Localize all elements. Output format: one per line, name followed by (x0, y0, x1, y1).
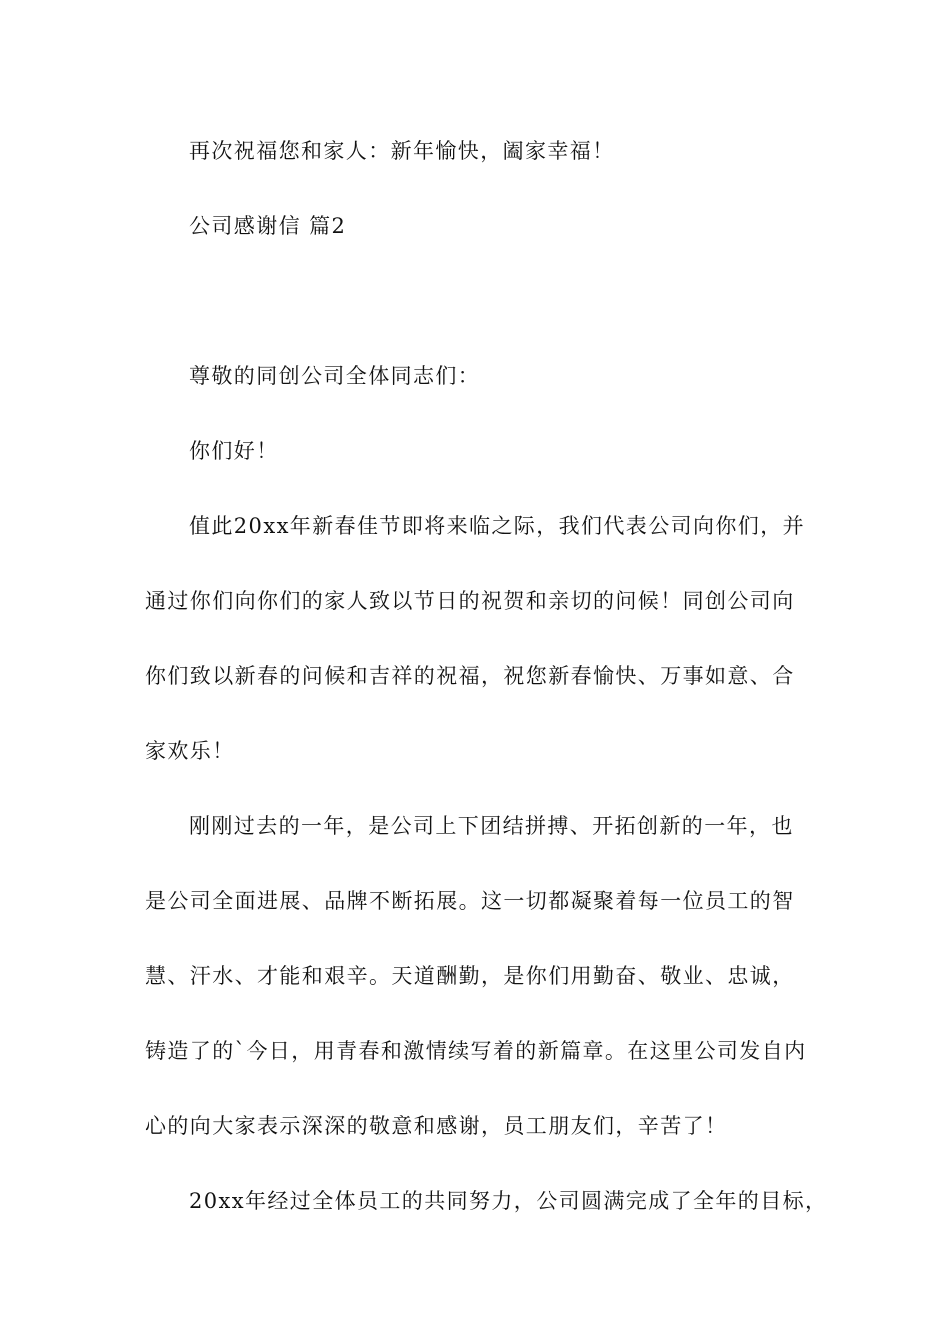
section-heading: 公司感谢信 篇2 (189, 214, 347, 238)
paragraph-2-line-2: 是公司全面进展、品牌不断拓展。这一切都凝聚着每一位员工的智 (145, 889, 795, 913)
paragraph-2-line-5: 心的向大家表示深深的敬意和感谢，员工朋友们，辛苦了！ (145, 1114, 728, 1138)
greeting: 你们好！ (189, 439, 279, 463)
paragraph-1-line-3: 你们致以新春的问候和吉祥的祝福，祝您新春愉快、万事如意、合 (145, 664, 795, 688)
salutation: 尊敬的同创公司全体同志们： (189, 364, 481, 388)
paragraph-2-line-3: 慧、汗水、才能和艰辛。天道酬勤，是你们用勤奋、敬业、忠诚， (145, 964, 795, 988)
closing-wishes-line: 再次祝福您和家人：新年愉快，阖家幸福！ (189, 139, 615, 163)
paragraph-1-line-1: 值此20xx年新春佳节即将来临之际，我们代表公司向你们，并 (189, 514, 806, 538)
paragraph-1-line-4: 家欢乐！ (145, 739, 235, 763)
paragraph-3-line-1: 20xx年经过全体员工的共同努力，公司圆满完成了全年的目标， (189, 1189, 828, 1213)
paragraph-2-line-4: 铸造了的`今日，用青春和激情续写着的新篇章。在这里公司发自内 (145, 1039, 807, 1063)
paragraph-1-line-2: 通过你们向你们的家人致以节日的祝贺和亲切的问候！同创公司向 (145, 589, 795, 613)
paragraph-2-line-1: 刚刚过去的一年，是公司上下团结拼搏、开拓创新的一年，也 (189, 814, 794, 838)
